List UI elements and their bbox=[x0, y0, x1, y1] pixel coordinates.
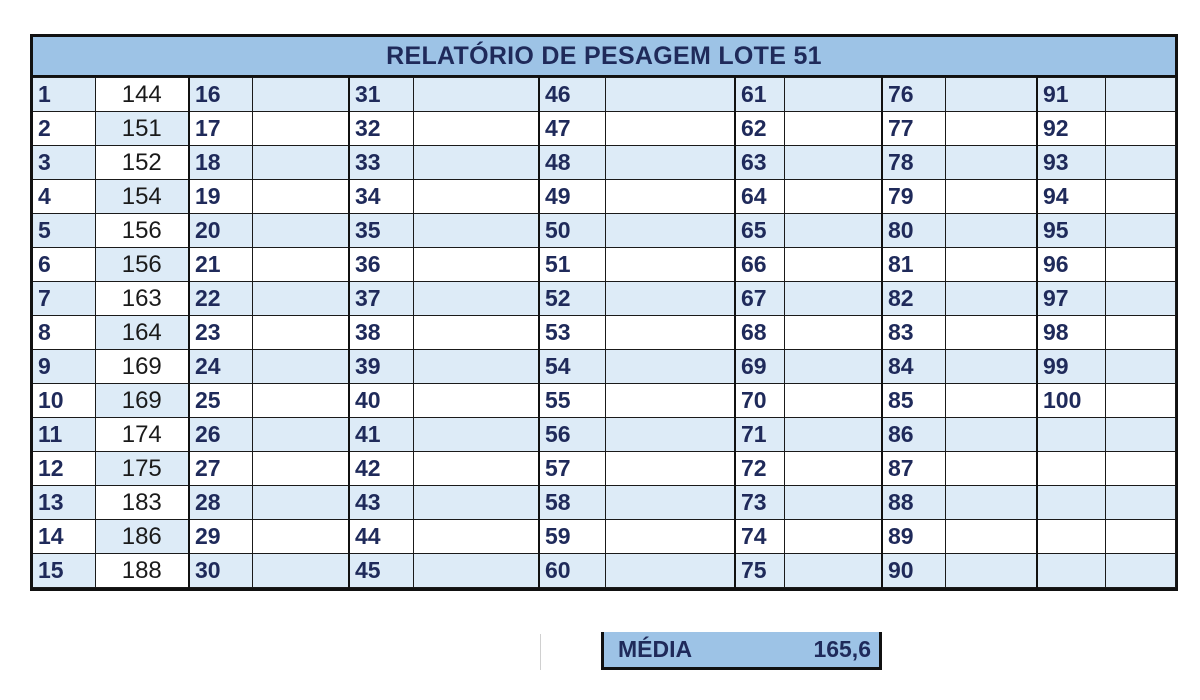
weight-cell bbox=[784, 350, 882, 384]
weight-cell bbox=[1105, 180, 1175, 214]
weight-cell: 175 bbox=[95, 452, 189, 486]
animal-number-cell: 66 bbox=[735, 248, 784, 282]
animal-number-cell: 74 bbox=[735, 520, 784, 554]
weight-cell: 183 bbox=[95, 486, 189, 520]
animal-number-cell: 55 bbox=[539, 384, 605, 418]
animal-number-cell: 25 bbox=[189, 384, 252, 418]
weight-cell bbox=[413, 282, 539, 316]
animal-number-cell bbox=[1037, 452, 1105, 486]
animal-number-cell: 89 bbox=[882, 520, 945, 554]
animal-number-cell: 63 bbox=[735, 146, 784, 180]
animal-number-cell: 43 bbox=[349, 486, 413, 520]
weight-cell bbox=[252, 146, 349, 180]
weight-cell bbox=[605, 180, 735, 214]
weight-cell bbox=[605, 112, 735, 146]
table-row bbox=[33, 282, 1175, 316]
weight-cell bbox=[252, 112, 349, 146]
animal-number-cell: 99 bbox=[1037, 350, 1105, 384]
weight-cell bbox=[784, 554, 882, 588]
weight-cell bbox=[1105, 146, 1175, 180]
animal-number-cell: 65 bbox=[735, 214, 784, 248]
animal-number-cell: 21 bbox=[189, 248, 252, 282]
weight-cell bbox=[252, 214, 349, 248]
animal-number-cell: 87 bbox=[882, 452, 945, 486]
weight-cell: 151 bbox=[95, 112, 189, 146]
column-divider bbox=[540, 634, 541, 670]
weight-cell bbox=[1105, 384, 1175, 418]
table-row bbox=[33, 520, 1175, 554]
weight-cell bbox=[784, 452, 882, 486]
animal-number-cell bbox=[1037, 486, 1105, 520]
weight-cell bbox=[252, 78, 349, 112]
weight-cell bbox=[252, 282, 349, 316]
animal-number-cell: 88 bbox=[882, 486, 945, 520]
animal-number-cell: 56 bbox=[539, 418, 605, 452]
animal-number-cell: 4 bbox=[33, 180, 95, 214]
animal-number-cell: 33 bbox=[349, 146, 413, 180]
animal-number-cell: 35 bbox=[349, 214, 413, 248]
weight-cell bbox=[784, 214, 882, 248]
animal-number-cell: 18 bbox=[189, 146, 252, 180]
animal-number-cell: 13 bbox=[33, 486, 95, 520]
animal-number-cell: 8 bbox=[33, 316, 95, 350]
animal-number-cell: 30 bbox=[189, 554, 252, 588]
report-title: RELATÓRIO DE PESAGEM LOTE 51 bbox=[33, 37, 1175, 77]
weight-cell bbox=[1105, 282, 1175, 316]
weight-cell bbox=[605, 418, 735, 452]
animal-number-cell: 17 bbox=[189, 112, 252, 146]
animal-number-cell: 31 bbox=[349, 78, 413, 112]
weight-cell: 144 bbox=[95, 78, 189, 112]
animal-number-cell: 9 bbox=[33, 350, 95, 384]
animal-number-cell: 48 bbox=[539, 146, 605, 180]
weight-cell: 169 bbox=[95, 384, 189, 418]
animal-number-cell: 61 bbox=[735, 78, 784, 112]
animal-number-cell: 40 bbox=[349, 384, 413, 418]
animal-number-cell: 38 bbox=[349, 316, 413, 350]
animal-number-cell: 77 bbox=[882, 112, 945, 146]
animal-number-cell: 11 bbox=[33, 418, 95, 452]
animal-number-cell: 91 bbox=[1037, 78, 1105, 112]
weight-cell bbox=[605, 520, 735, 554]
weight-cell bbox=[252, 418, 349, 452]
weight-cell bbox=[413, 146, 539, 180]
table-row bbox=[33, 214, 1175, 248]
animal-number-cell: 90 bbox=[882, 554, 945, 588]
weight-cell bbox=[945, 554, 1037, 588]
weight-cell bbox=[605, 554, 735, 588]
weight-cell bbox=[252, 554, 349, 588]
weight-cell bbox=[252, 180, 349, 214]
animal-number-cell: 44 bbox=[349, 520, 413, 554]
animal-number-cell: 26 bbox=[189, 418, 252, 452]
animal-number-cell: 57 bbox=[539, 452, 605, 486]
weight-cell bbox=[945, 418, 1037, 452]
weighing-report-sheet bbox=[30, 34, 1178, 591]
animal-number-cell: 15 bbox=[33, 554, 95, 588]
animal-number-cell: 7 bbox=[33, 282, 95, 316]
animal-number-cell: 67 bbox=[735, 282, 784, 316]
weight-cell bbox=[945, 78, 1037, 112]
weight-cell bbox=[784, 282, 882, 316]
weight-cell bbox=[945, 452, 1037, 486]
animal-number-cell: 68 bbox=[735, 316, 784, 350]
table-row bbox=[33, 554, 1175, 588]
animal-number-cell: 53 bbox=[539, 316, 605, 350]
animal-number-cell: 20 bbox=[189, 214, 252, 248]
animal-number-cell: 46 bbox=[539, 78, 605, 112]
weight-cell bbox=[252, 384, 349, 418]
table-row bbox=[33, 350, 1175, 384]
weight-cell bbox=[1105, 78, 1175, 112]
animal-number-cell bbox=[1037, 418, 1105, 452]
animal-number-cell: 58 bbox=[539, 486, 605, 520]
animal-number-cell: 76 bbox=[882, 78, 945, 112]
table-row bbox=[33, 112, 1175, 146]
animal-number-cell: 62 bbox=[735, 112, 784, 146]
weight-cell bbox=[1105, 554, 1175, 588]
weight-cell bbox=[413, 248, 539, 282]
table-row bbox=[33, 384, 1175, 418]
animal-number-cell: 2 bbox=[33, 112, 95, 146]
weight-cell bbox=[605, 316, 735, 350]
weight-cell: 156 bbox=[95, 248, 189, 282]
weight-cell: 169 bbox=[95, 350, 189, 384]
animal-number-cell: 69 bbox=[735, 350, 784, 384]
average-value: 165,6 bbox=[813, 636, 871, 662]
animal-number-cell: 23 bbox=[189, 316, 252, 350]
weight-cell bbox=[945, 214, 1037, 248]
weight-cell: 152 bbox=[95, 146, 189, 180]
animal-number-cell: 3 bbox=[33, 146, 95, 180]
animal-number-cell: 51 bbox=[539, 248, 605, 282]
animal-number-cell: 79 bbox=[882, 180, 945, 214]
animal-number-cell: 85 bbox=[882, 384, 945, 418]
animal-number-cell: 1 bbox=[33, 78, 95, 112]
animal-number-cell: 39 bbox=[349, 350, 413, 384]
animal-number-cell: 10 bbox=[33, 384, 95, 418]
weight-cell bbox=[413, 78, 539, 112]
weight-cell bbox=[413, 520, 539, 554]
animal-number-cell: 22 bbox=[189, 282, 252, 316]
animal-number-cell: 47 bbox=[539, 112, 605, 146]
animal-number-cell: 37 bbox=[349, 282, 413, 316]
weight-cell bbox=[605, 146, 735, 180]
animal-number-cell: 6 bbox=[33, 248, 95, 282]
weight-cell bbox=[413, 350, 539, 384]
weight-cell bbox=[784, 316, 882, 350]
weight-cell bbox=[605, 78, 735, 112]
weight-cell bbox=[945, 248, 1037, 282]
weight-cell bbox=[784, 112, 882, 146]
weight-cell bbox=[784, 248, 882, 282]
animal-number-cell: 71 bbox=[735, 418, 784, 452]
animal-number-cell: 81 bbox=[882, 248, 945, 282]
weight-cell bbox=[945, 384, 1037, 418]
animal-number-cell: 54 bbox=[539, 350, 605, 384]
animal-number-cell: 93 bbox=[1037, 146, 1105, 180]
weight-cell bbox=[413, 112, 539, 146]
weight-cell bbox=[1105, 350, 1175, 384]
weight-cell bbox=[605, 282, 735, 316]
animal-number-cell: 19 bbox=[189, 180, 252, 214]
animal-number-cell: 29 bbox=[189, 520, 252, 554]
table-row bbox=[33, 316, 1175, 350]
weight-cell bbox=[945, 316, 1037, 350]
weight-cell bbox=[252, 350, 349, 384]
animal-number-cell: 72 bbox=[735, 452, 784, 486]
weight-cell: 164 bbox=[95, 316, 189, 350]
weight-cell bbox=[605, 452, 735, 486]
table-row bbox=[33, 486, 1175, 520]
weight-cell bbox=[945, 146, 1037, 180]
weight-cell: 163 bbox=[95, 282, 189, 316]
weight-cell bbox=[1105, 112, 1175, 146]
animal-number-cell: 28 bbox=[189, 486, 252, 520]
table-row bbox=[33, 180, 1175, 214]
average-summary bbox=[601, 632, 882, 670]
animal-number-cell: 78 bbox=[882, 146, 945, 180]
weight-cell: 156 bbox=[95, 214, 189, 248]
weight-cell bbox=[413, 554, 539, 588]
weight-cell bbox=[945, 520, 1037, 554]
weight-cell bbox=[413, 486, 539, 520]
animal-number-cell: 32 bbox=[349, 112, 413, 146]
weight-cell: 154 bbox=[95, 180, 189, 214]
table-row bbox=[33, 248, 1175, 282]
weight-cell bbox=[1105, 486, 1175, 520]
animal-number-cell: 34 bbox=[349, 180, 413, 214]
weight-cell bbox=[252, 316, 349, 350]
weight-cell bbox=[605, 248, 735, 282]
weight-cell bbox=[605, 350, 735, 384]
animal-number-cell: 24 bbox=[189, 350, 252, 384]
weight-cell bbox=[945, 180, 1037, 214]
animal-number-cell: 50 bbox=[539, 214, 605, 248]
weight-cell bbox=[605, 214, 735, 248]
animal-number-cell: 83 bbox=[882, 316, 945, 350]
weight-cell: 186 bbox=[95, 520, 189, 554]
table-row bbox=[33, 452, 1175, 486]
weight-cell: 174 bbox=[95, 418, 189, 452]
weight-cell bbox=[413, 214, 539, 248]
animal-number-cell: 41 bbox=[349, 418, 413, 452]
animal-number-cell: 70 bbox=[735, 384, 784, 418]
weight-cell bbox=[1105, 520, 1175, 554]
animal-number-cell: 16 bbox=[189, 78, 252, 112]
animal-number-cell: 97 bbox=[1037, 282, 1105, 316]
weight-cell bbox=[784, 180, 882, 214]
weight-cell bbox=[413, 452, 539, 486]
weight-cell bbox=[784, 486, 882, 520]
table-row bbox=[33, 418, 1175, 452]
weight-cell bbox=[252, 520, 349, 554]
animal-number-cell: 60 bbox=[539, 554, 605, 588]
animal-number-cell: 98 bbox=[1037, 316, 1105, 350]
animal-number-cell: 75 bbox=[735, 554, 784, 588]
weights-table bbox=[33, 77, 1176, 588]
animal-number-cell: 36 bbox=[349, 248, 413, 282]
table-row bbox=[33, 146, 1175, 180]
animal-number-cell: 27 bbox=[189, 452, 252, 486]
weight-cell bbox=[1105, 316, 1175, 350]
weight-cell bbox=[413, 384, 539, 418]
animal-number-cell: 45 bbox=[349, 554, 413, 588]
weight-cell bbox=[252, 248, 349, 282]
weight-cell bbox=[605, 384, 735, 418]
animal-number-cell bbox=[1037, 520, 1105, 554]
animal-number-cell: 94 bbox=[1037, 180, 1105, 214]
animal-number-cell: 42 bbox=[349, 452, 413, 486]
weight-cell bbox=[945, 350, 1037, 384]
weight-cell bbox=[784, 418, 882, 452]
animal-number-cell: 14 bbox=[33, 520, 95, 554]
weight-cell bbox=[1105, 214, 1175, 248]
weight-cell bbox=[413, 180, 539, 214]
weight-cell bbox=[784, 78, 882, 112]
animal-number-cell: 12 bbox=[33, 452, 95, 486]
animal-number-cell: 95 bbox=[1037, 214, 1105, 248]
weight-cell bbox=[413, 418, 539, 452]
animal-number-cell: 52 bbox=[539, 282, 605, 316]
animal-number-cell: 82 bbox=[882, 282, 945, 316]
weight-cell bbox=[1105, 418, 1175, 452]
animal-number-cell: 59 bbox=[539, 520, 605, 554]
weight-cell bbox=[252, 486, 349, 520]
weight-cell: 188 bbox=[95, 554, 189, 588]
weight-cell bbox=[1105, 452, 1175, 486]
weight-cell bbox=[252, 452, 349, 486]
weight-cell bbox=[784, 520, 882, 554]
animal-number-cell: 84 bbox=[882, 350, 945, 384]
weight-cell bbox=[945, 486, 1037, 520]
weight-cell bbox=[945, 112, 1037, 146]
animal-number-cell: 73 bbox=[735, 486, 784, 520]
table-row bbox=[33, 78, 1175, 112]
animal-number-cell: 92 bbox=[1037, 112, 1105, 146]
animal-number-cell: 5 bbox=[33, 214, 95, 248]
weight-cell bbox=[784, 384, 882, 418]
animal-number-cell: 86 bbox=[882, 418, 945, 452]
weight-cell bbox=[784, 146, 882, 180]
weight-cell bbox=[605, 486, 735, 520]
weight-cell bbox=[945, 282, 1037, 316]
animal-number-cell: 100 bbox=[1037, 384, 1105, 418]
weight-cell bbox=[1105, 248, 1175, 282]
animal-number-cell: 96 bbox=[1037, 248, 1105, 282]
animal-number-cell bbox=[1037, 554, 1105, 588]
average-label: MÉDIA bbox=[618, 636, 693, 662]
animal-number-cell: 64 bbox=[735, 180, 784, 214]
animal-number-cell: 49 bbox=[539, 180, 605, 214]
animal-number-cell: 80 bbox=[882, 214, 945, 248]
weight-cell bbox=[413, 316, 539, 350]
